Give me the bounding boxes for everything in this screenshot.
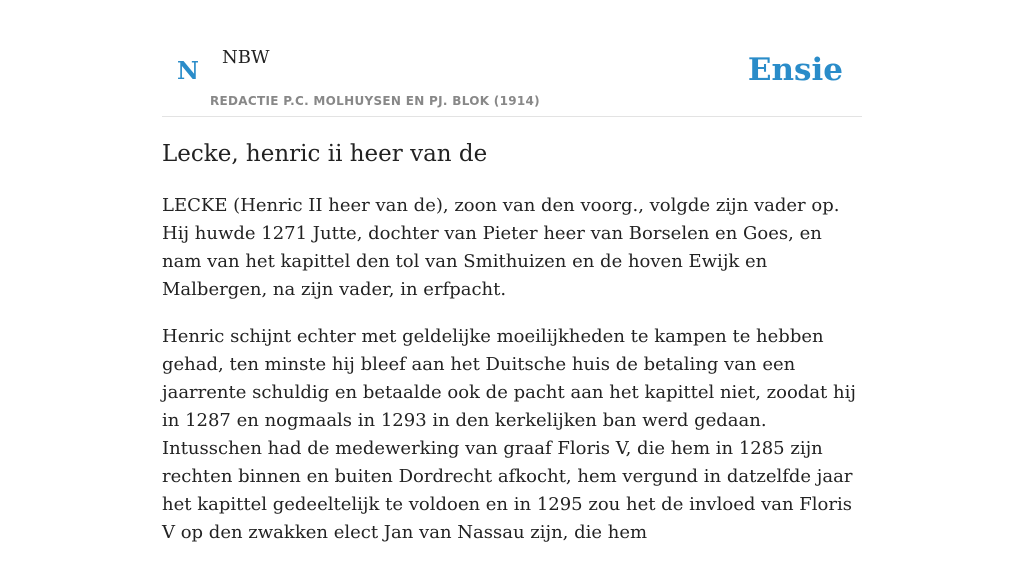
source-name-link[interactable]: NBW <box>222 47 270 68</box>
article-paragraph: Henric schijnt echter met geldelijke moeilijkheden te kampen te hebben gehad, ten minste hij bleef aan het Duitsche huis de betaling van een jaarrente schuldig en betaalde ook de pacht aan het kapittel niet, zoodat hij in 1287 en nogmaals in 1293 in den kerkelijken ban werd gedaan. Intusschen had de medewerking van graaf Floris V, die hem in 1285 zijn rechten binnen en buiten Dordrecht afkocht, hem vergund in datzelfde jaar het kapittel gedeeltelijk te voldoen en in 1295 zou het de invloed van Floris V op den zwakken elect Jan van Nassau zijn, die hem <box>162 326 856 543</box>
brand-logo-link[interactable]: Ensie <box>747 52 843 88</box>
article-title: Lecke, henric ii heer van de <box>162 141 488 167</box>
source-logo[interactable]: N <box>177 56 199 85</box>
article-paragraph: LECKE (Henric II heer van de), zoon van den voorg., volgde zijn vader op. Hij huwde 1271 Jutte, dochter van Pieter heer van Borselen en Goes, en nam van het kapittel den tol van Smithuizen en de hoven Ewijk en Malbergen, na zijn vader, in erfpacht. <box>162 195 840 300</box>
source-header <box>162 0 862 117</box>
source-subtitle: REDACTIE P.C. MOLHUYSEN EN PJ. BLOK (1914) <box>210 94 540 108</box>
article-body <box>162 192 862 566</box>
